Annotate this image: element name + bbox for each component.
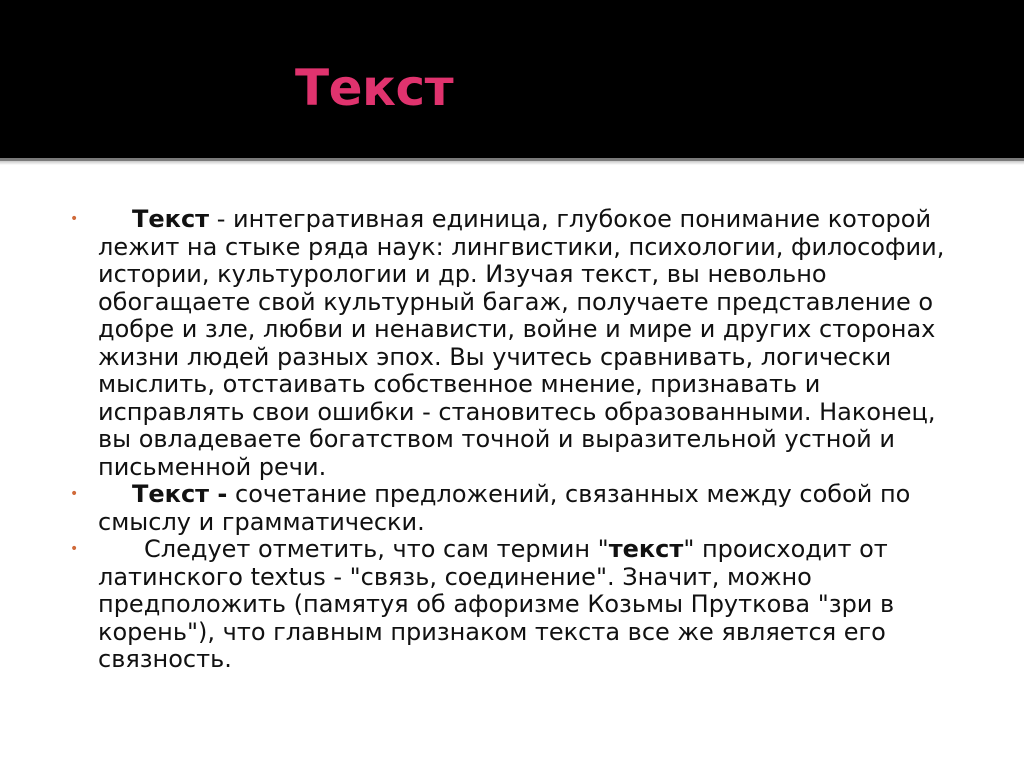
list-item (70, 536, 970, 674)
slide-title: Текст (295, 59, 454, 117)
title-bar (0, 0, 1024, 158)
bullet-icon: • (70, 211, 79, 227)
term-bold: Текст (132, 205, 210, 233)
bullet-icon: • (70, 486, 79, 502)
title-divider-shadow (0, 161, 1024, 165)
list-item (70, 481, 970, 536)
bullet-icon: • (70, 541, 79, 557)
bullet-text: сочетание предложений, связанных между собой по смыслу и грамматически. (98, 480, 911, 536)
bullet-text-prefix: Следует отметить, что сам термин " (144, 535, 609, 563)
bullet-text: " происходит от латинского textus - "связь, соединение". Значит, можно предположить (памятуя об афоризме Козьмы Пруткова "зри в корень"), что главным признаком текста все же является его связность. (98, 535, 895, 673)
bullet-text: - интегративная единица, глубокое понимание которой лежит на стыке ряда наук: лингвистики, психологии, философии, истории, культурологии и др. Изучая текст, вы невольно обогащаете свой культурный багаж, получаете представление о добре и зле, любви и ненависти, войне и мире и других сторонах жизни людей разных эпох. Вы учитесь сравнивать, логически мыслить, отстаивать собственное мнение, признавать и исправлять свои ошибки - становитесь образованными. Наконец, вы овладеваете богатством точной и выразительной устной и письменной речи. (98, 205, 945, 481)
list-item (70, 206, 970, 481)
term-bold: Текст - (132, 480, 228, 508)
bullet-list (70, 206, 970, 674)
term-bold: текст (608, 535, 684, 563)
